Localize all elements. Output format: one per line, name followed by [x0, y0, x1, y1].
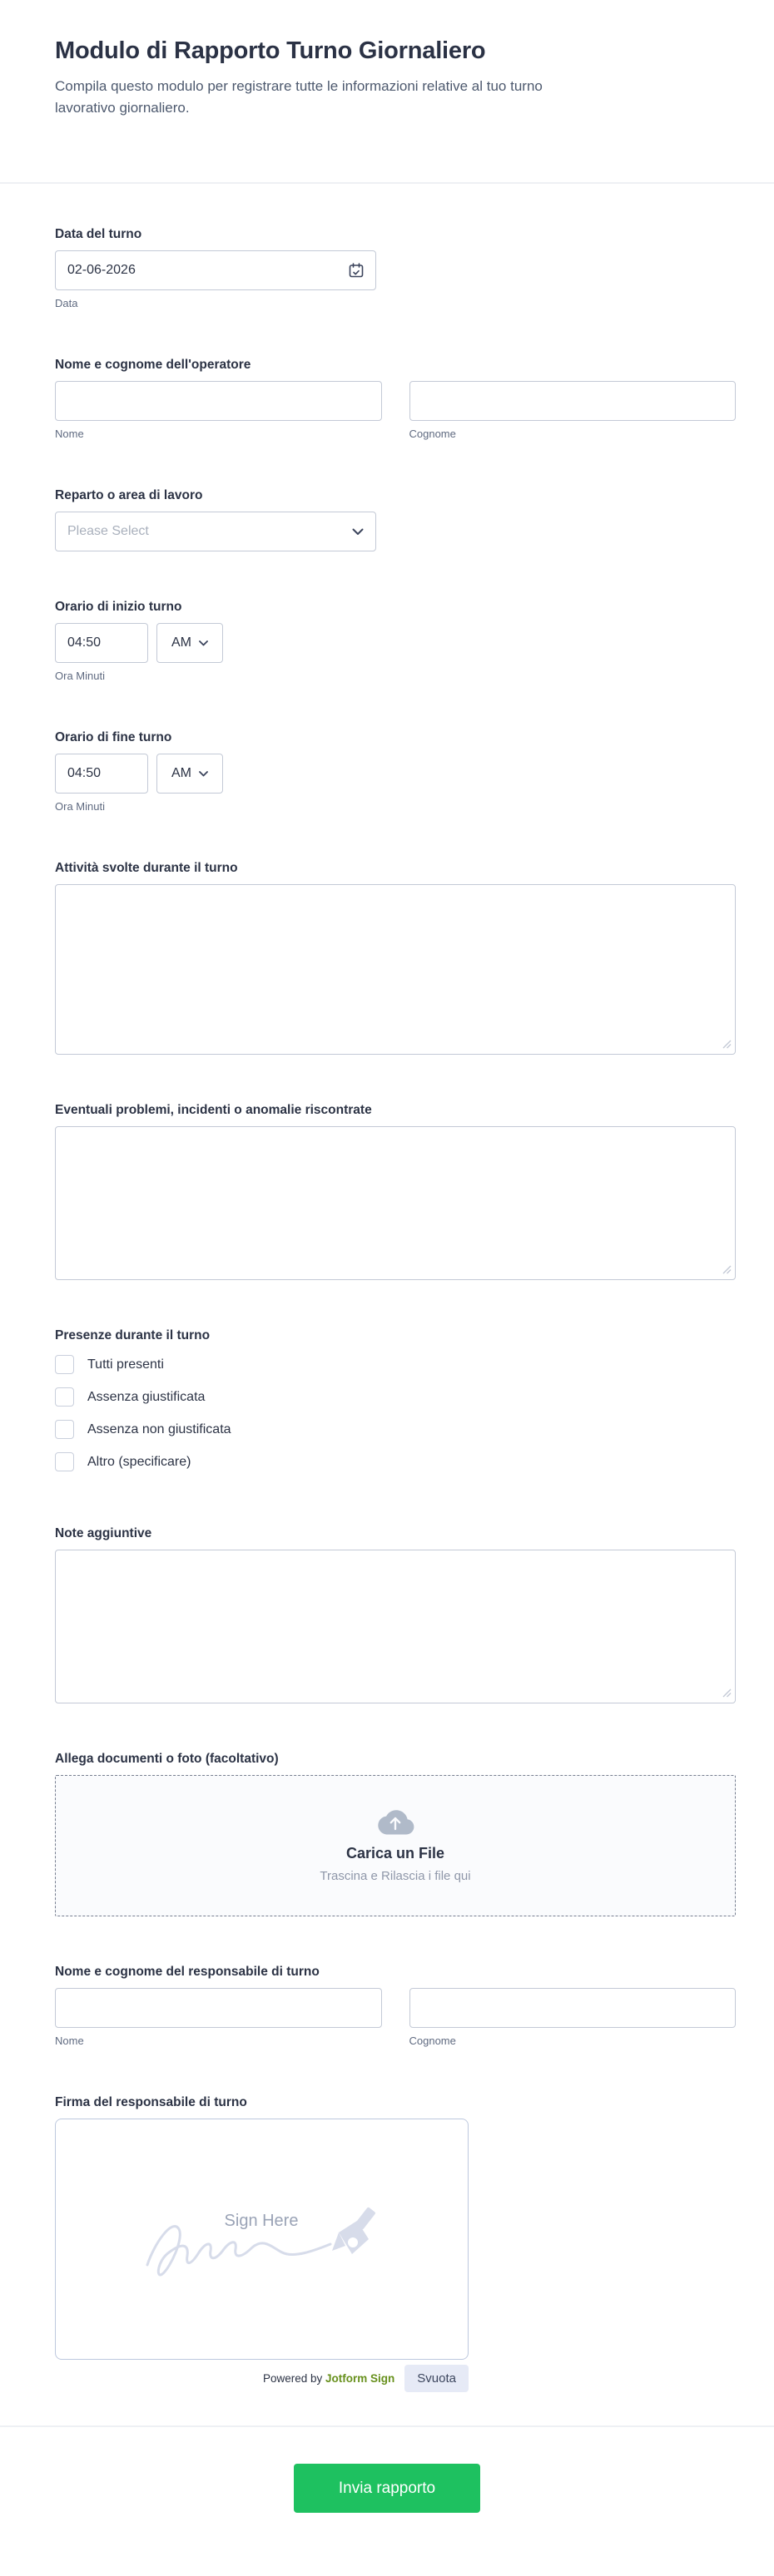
checkbox-icon[interactable]: [55, 1420, 74, 1439]
question-activities: [55, 861, 736, 1055]
shift-end-time-input[interactable]: [55, 754, 148, 794]
supervisor-name-row: [55, 1988, 736, 2047]
attendance-option-tutti-presenti[interactable]: [55, 1348, 736, 1381]
attendance-label: Presenze durante il turno: [55, 1328, 211, 1343]
checkbox-icon[interactable]: [55, 1355, 74, 1374]
supervisor-name-label: Nome e cognome del responsabile di turno: [55, 1965, 320, 1980]
notes-textarea-wrap: [55, 1550, 736, 1703]
resize-handle-icon[interactable]: [722, 1265, 732, 1274]
chevron-down-icon: [199, 640, 208, 646]
issues-label: Eventuali problemi, incidenti o anomalie riscontrate: [55, 1103, 372, 1118]
supervisor-last-name-input[interactable]: [409, 1988, 737, 2028]
upload-title: Carica un File: [345, 1845, 445, 1862]
form-header: [0, 0, 774, 182]
shift-start-ampm-value: AM: [171, 635, 191, 650]
question-operator-name: [55, 358, 736, 440]
question-department: [55, 488, 736, 551]
question-signature: [55, 2095, 736, 2392]
cloud-upload-icon: [375, 1808, 415, 1837]
page-title: Modulo di Rapporto Turno Giornaliero: [55, 37, 486, 64]
supervisor-first-col: [55, 1988, 382, 2047]
shift-end-ampm-select[interactable]: [156, 754, 223, 794]
question-shift-date: [55, 227, 736, 309]
supervisor-last-sublabel: Cognome: [409, 2035, 456, 2048]
checkbox-icon[interactable]: [55, 1387, 74, 1407]
activities-label: Attività svolte durante il turno: [55, 861, 238, 876]
activities-textarea[interactable]: [55, 884, 736, 1055]
question-notes: [55, 1526, 736, 1703]
operator-name-label: Nome e cognome dell'operatore: [55, 358, 251, 373]
shift-start-sublabel: Ora Minuti: [55, 670, 105, 683]
page-subtitle: Compila questo modulo per registrare tutte le informazioni relative al tuo turno lavorativo giornaliero.: [55, 77, 543, 116]
supervisor-last-col: [409, 1988, 737, 2047]
operator-first-sublabel: Nome: [55, 428, 84, 441]
supervisor-first-name-input[interactable]: [55, 1988, 382, 2028]
attendance-option-altro[interactable]: [55, 1446, 736, 1478]
issues-textarea[interactable]: [55, 1126, 736, 1280]
department-select[interactable]: [55, 512, 376, 551]
operator-last-sublabel: Cognome: [409, 428, 456, 441]
signature-label: Firma del responsabile di turno: [55, 2095, 247, 2110]
shift-date-wrap: [55, 250, 376, 290]
signature-clear-button[interactable]: Svuota: [404, 2365, 469, 2392]
notes-label: Note aggiuntive: [55, 1526, 152, 1541]
shift-start-ampm-select[interactable]: [156, 623, 223, 663]
attendance-option-label: Assenza giustificata: [87, 1389, 206, 1404]
calendar-check-icon[interactable]: [348, 262, 365, 279]
shift-end-sublabel: Ora Minuti: [55, 800, 105, 813]
powered-by-text: [263, 2372, 394, 2385]
attendance-option-label: Tutti presenti: [87, 1357, 164, 1372]
shift-end-row: [55, 754, 736, 794]
question-attendance: [55, 1328, 736, 1478]
operator-name-row: [55, 381, 736, 440]
question-supervisor-name: [55, 1965, 736, 2047]
shift-date-input[interactable]: [55, 250, 376, 290]
supervisor-first-sublabel: Nome: [55, 2035, 84, 2048]
shift-date-sublabel: Data: [55, 297, 78, 310]
sign-here-text: Sign Here: [224, 2212, 299, 2231]
resize-handle-icon[interactable]: [722, 1040, 732, 1049]
attendance-option-label: Assenza non giustificata: [87, 1421, 231, 1436]
department-label: Reparto o area di lavoro: [55, 488, 203, 503]
attendance-option-label: Altro (specificare): [87, 1454, 191, 1469]
attendance-option-assenza-non-giustificata[interactable]: [55, 1413, 736, 1446]
question-attachments: [55, 1752, 736, 1916]
pen-nib-icon: [332, 2208, 376, 2255]
form-body: [0, 184, 774, 2425]
form-footer: [0, 2427, 774, 2564]
signature-footer: [55, 2365, 469, 2392]
operator-last-name-input[interactable]: [409, 381, 737, 421]
shift-start-label: Orario di inizio turno: [55, 600, 182, 615]
shift-date-label: Data del turno: [55, 227, 142, 242]
resize-handle-icon[interactable]: [722, 1688, 732, 1698]
attachments-label: Allega documenti o foto (facoltativo): [55, 1752, 279, 1767]
shift-start-time-input[interactable]: [55, 623, 148, 663]
shift-start-row: [55, 623, 736, 663]
shift-end-ampm-value: AM: [171, 766, 191, 781]
notes-textarea[interactable]: [55, 1550, 736, 1703]
issues-textarea-wrap: [55, 1126, 736, 1280]
attendance-options: [55, 1348, 736, 1478]
question-shift-start: [55, 600, 736, 682]
chevron-down-icon: [199, 771, 208, 777]
file-upload-dropzone[interactable]: [55, 1775, 736, 1916]
submit-button[interactable]: Invia rapporto: [294, 2464, 480, 2513]
question-shift-end: [55, 730, 736, 813]
shift-end-label: Orario di fine turno: [55, 730, 172, 745]
checkbox-icon[interactable]: [55, 1452, 74, 1471]
powered-by-label: Powered by: [262, 2372, 323, 2386]
activities-textarea-wrap: [55, 884, 736, 1055]
jotform-sign-brand: Jotform Sign: [325, 2372, 395, 2386]
operator-last-col: [409, 381, 737, 440]
signature-placeholder: [56, 2119, 468, 2359]
signature-pad[interactable]: [55, 2119, 469, 2360]
operator-first-col: [55, 381, 382, 440]
chevron-down-icon: [352, 528, 364, 536]
upload-hint: Trascina e Rilascia i file qui: [320, 1869, 471, 1884]
department-placeholder: Please Select: [67, 524, 149, 539]
attendance-option-assenza-giustificata[interactable]: [55, 1381, 736, 1413]
operator-first-name-input[interactable]: [55, 381, 382, 421]
question-issues: [55, 1103, 736, 1280]
